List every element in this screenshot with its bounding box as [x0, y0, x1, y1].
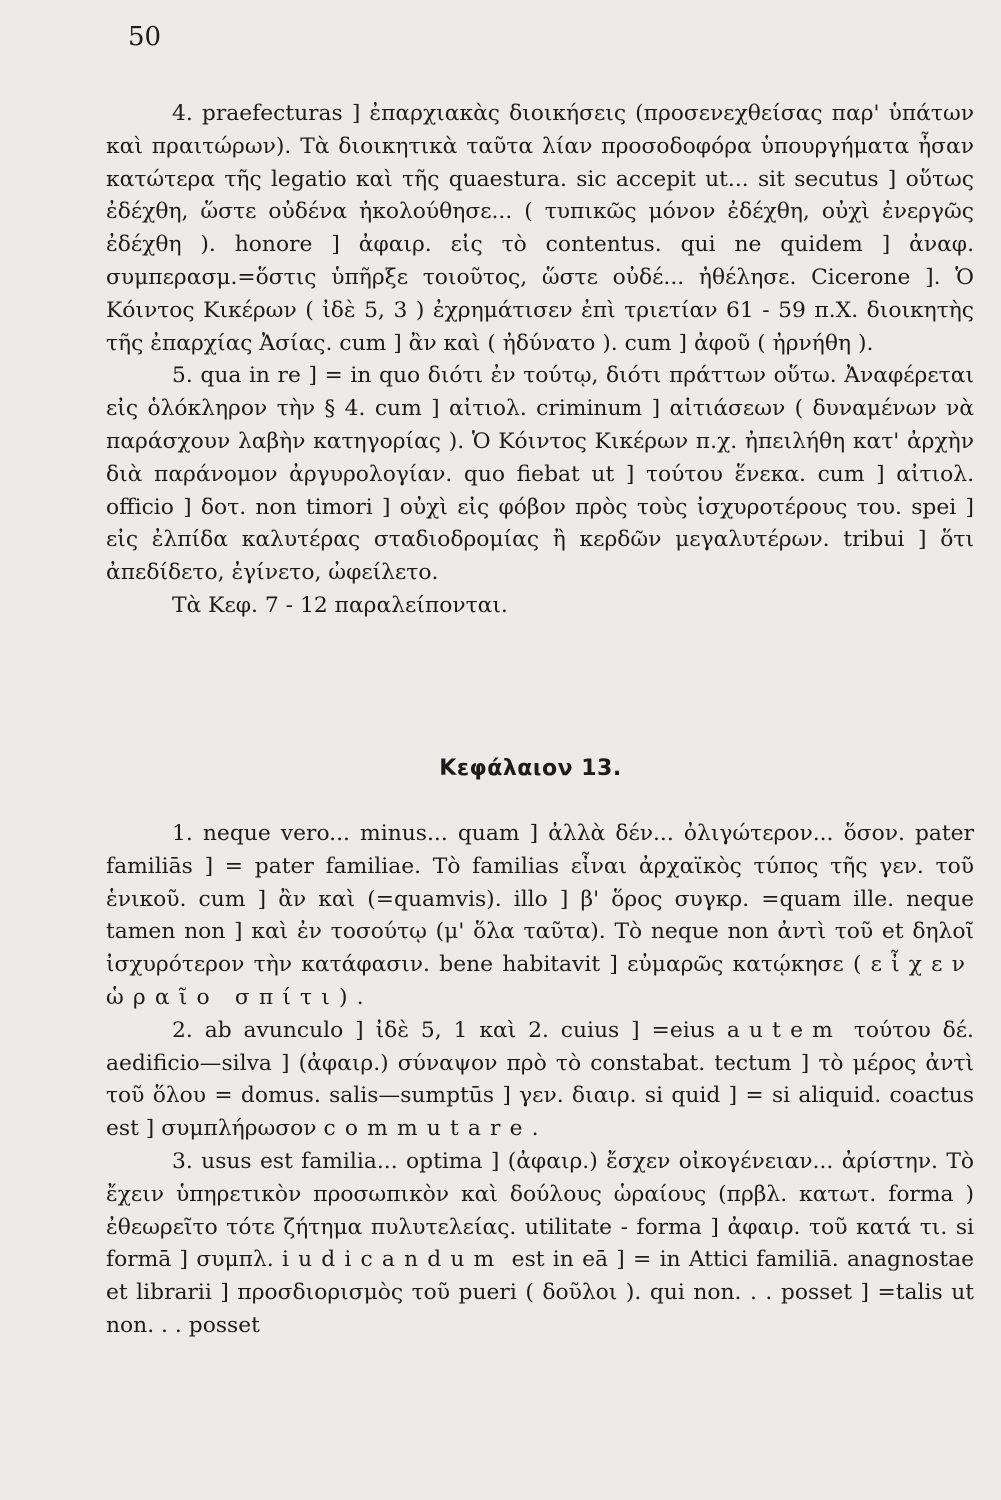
paragraph-2-spaced-autem: autem: [726, 1017, 842, 1043]
paragraph-4: 4. praefecturas ] ἐπαρχιακὰς διοικήσεις (προσενεχθείσας παρ' ὑπάτων καὶ πραιτώρων). Τὰ διοικητικὰ ταῦτα λίαν προσοδοφόρα ὑπουργήματα ἦσαν κατώτερα τῆς legatio καὶ τῆς quaestura. sic accepit ut... sit secutus ] οὕτως ἐδέχθη, ὥστε οὐδένα ἠκολούθησε... ( τυπικῶς μόνον ἐδέχθη, οὐχὶ ἐνεργῶς ἐδέχθη ). honore ] ἀφαιρ. εἰς τὸ contentus. qui ne quidem ] ἀναφ. συμπερασμ.=ὅστις ὑπῆρξε τοιοῦτος, ὥστε οὐδέ... ἠθέλησε. Cicerone ]. Ὁ Κόιντος Κικέρων ( ἰδὲ 5, 3 ) ἐχρημάτισεν ἐπὶ τριετίαν 61 - 59 π.Χ. διοικητὴς τῆς ἐπαρχίας Ἀσίας. cum ] ἂν καὶ ( ἠδύνατο ). cum ] ἀφοῦ ( ἠρνήθη ).: [106, 101, 974, 356]
chapter-heading: Κεφάλαιον 13.: [439, 756, 622, 781]
omitted-chapters-note: Τὰ Κεφ. 7 - 12 παραλείπονται.: [172, 592, 508, 618]
paragraph-2: [106, 1015, 974, 1146]
paragraph-3-text-a: 3. usus est familia... optima ] (ἀφαιρ.) ἔσχεν οἰκογένειαν... ἀρίστην. Τὸ ἔχειν ὑπηρετικὸν προσωπικὸν καὶ δούλους ὡραίους (πρβλ. κατωτ. forma ) ἐθεωρεῖτο τότε ζήτημα πυλυτελείας. utilitate - forma ] ἀφαιρ. τοῦ κατά τι. si formā ] συμπλ.: [106, 1148, 974, 1273]
paragraph-1-text: 1. neque vero... minus... quam ] ἀλλὰ δέν... ὀλιγώτερον... ὅσον. pater familiās ] = pater familiae. Τὸ familias εἶναι ἀρχαϊκὸς τύπος τῆς γεν. τοῦ ἑνικοῦ. cum ] ἂν καὶ (=quamvis). illo ] β' ὅρος συγκρ. =quam ille. neque tamen non ] καὶ ἐν τοσούτῳ (μ' ὅλα ταῦτα). Τὸ neque non ἀντὶ τοῦ et δηλοῖ ἰσχυρότερον τὴν κατάφασιν. bene habitavit ] εὐμαρῶς κατῴκησε: [106, 821, 974, 978]
page-number: 50: [128, 22, 162, 52]
commentary-section-b: [106, 818, 974, 1343]
chapter-heading-wrapper: [0, 756, 1001, 781]
paragraph-3-text-b: est in eā ] = in Attici familiā. anagnostae et librarii ] προσδιορισμὸς τοῦ pueri ( δοῦλοι ). qui non. . . posset ] =talis ut non. . . posset: [106, 1247, 974, 1338]
paragraph-1: [106, 818, 974, 1015]
paragraph-2-spaced-commutare: commutare.: [323, 1116, 548, 1142]
paragraph-5: 5. qua in re ] = in quo διότι ἐν τούτῳ, διότι πράττων οὕτω. Ἀναφέρεται εἰς ὁλόκληρον τὴν § 4. cum ] αἰτιολ. criminum ] αἰτιάσεων ( δυναμένων νὰ παράσχουν λαβὴν κατηγορίας ). Ὁ Κόιντος Κικέρων π.χ. ἠπειλήθη κατ' ἀρχὴν διὰ παράνομον ἀργυρολογίαν. quo fiebat ut ] τούτου ἕνεκα. cum ] αἰτιολ. officio ] δοτ. non timori ] οὐχὶ εἰς φόβον πρὸς τοὺς ἰσχυροτέρους του. spei ] εἰς ἐλπίδα καλυτέρας σταδιοδρομίας ἢ κερδῶν μεγαλυτέρων. tribui ] ὅτι ἀπεδίδετο, ἐγίνετο, ὠφείλετο.: [106, 363, 974, 586]
paragraph-3: [106, 1146, 974, 1343]
paragraph-2-text-a: 2. ab avunculo ] ἰδὲ 5, 1 καὶ 2. cuius ] =eius: [172, 1017, 715, 1043]
paragraph-1-spaced-gloss: (εἶχεν ὡραῖο σπίτι).: [106, 952, 974, 1010]
commentary-section-a: [106, 98, 974, 623]
paragraph-2-text-b: τούτου δέ. aedificio—silva ] (ἀφαιρ.) σύναψον πρὸ τὸ constabat. tectum ] τὸ μέρος ἀντὶ τοῦ ὅλου = domus. salis—sumptūs ] γεν. διαιρ. si quid ] = si aliquid. coactus est ] συμπλήρωσον: [106, 1017, 974, 1142]
paragraph-3-spaced-iudicandum: iudicandum: [281, 1247, 504, 1273]
